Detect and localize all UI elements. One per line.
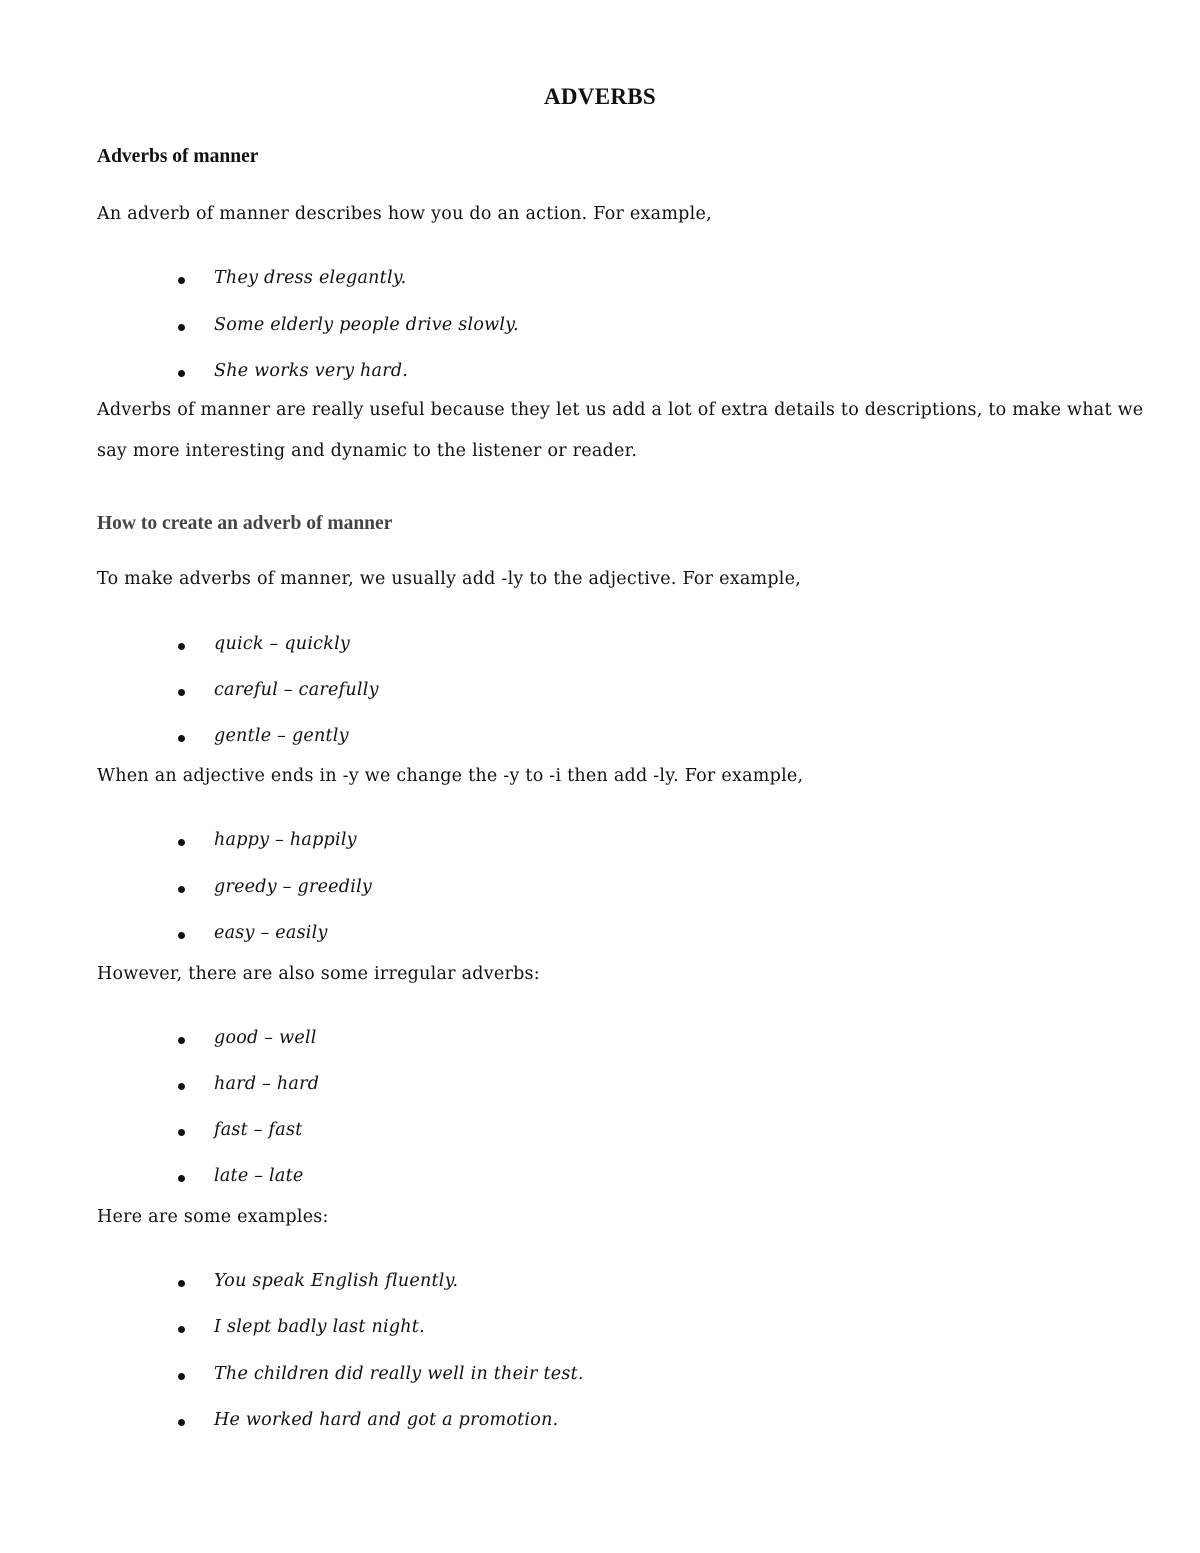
bullet-icon bbox=[178, 1280, 185, 1287]
bullet-icon bbox=[178, 1419, 185, 1426]
bullet-icon bbox=[178, 1037, 185, 1044]
bullet-icon bbox=[178, 324, 185, 331]
bullet-icon bbox=[178, 735, 185, 742]
ly-rule-paragraph: To make adverbs of manner, we usually add -ly to the adjective. For example, bbox=[97, 569, 802, 589]
page-title: ADVERBS bbox=[543, 84, 656, 109]
section-heading-how-to-create: How to create an adverb of manner bbox=[97, 513, 393, 534]
bullet-icon bbox=[178, 1129, 185, 1136]
y-rule-paragraph: When an adjective ends in -y we change the -y to -i then add -ly. For example, bbox=[97, 766, 804, 786]
section-heading-adverbs-of-manner: Adverbs of manner bbox=[97, 146, 259, 167]
bullet-icon bbox=[178, 1373, 185, 1380]
examples-intro-paragraph: Here are some examples: bbox=[97, 1207, 329, 1227]
bullet-icon bbox=[178, 643, 185, 650]
bullet-icon bbox=[178, 277, 185, 284]
intro-paragraph: An adverb of manner describes how you do an action. For example, bbox=[97, 204, 712, 224]
usefulness-paragraph: Adverbs of manner are really useful because they let us add a lot of extra details to descriptions, to make what we say more interesting and dynamic to the listener or reader. bbox=[97, 400, 1144, 461]
irregular-intro-paragraph: However, there are also some irregular adverbs: bbox=[97, 964, 540, 984]
bullet-icon bbox=[178, 839, 185, 846]
bullet-icon bbox=[178, 370, 185, 377]
bullet-icon bbox=[178, 1083, 185, 1090]
document-page: ADVERBS Adverbs of manner An adverb of manner describes how you do an action. For example, They dress elegantly. Some elderly people drive slowly. She works very hard. Adverbs of manner are really useful because they let us add a lot of extra details to descriptions, to make what we say more interesting and dynamic to the listener or reader. How to create an adverb of manner To make adverbs of manner, we usually add -ly to the adjective. For example, quick – quickly careful – carefully gentle – gently When an adjective ends in -y we change the -y to -i then add -ly. For example, happy – happily greedy – greedily easy – easily However, there are also some irregular adverbs: good – well hard – hard fast – fast late – late Here are some examples: You speak English fluently. I slept badly last night. The children did really well in their test. He worked hard and got a promotion. bbox=[0, 0, 1200, 1553]
bullet-icon bbox=[178, 886, 185, 893]
bullet-icon bbox=[178, 1175, 185, 1182]
bullet-icon bbox=[178, 932, 185, 939]
bullet-icon bbox=[178, 689, 185, 696]
bullet-icon bbox=[178, 1326, 185, 1333]
